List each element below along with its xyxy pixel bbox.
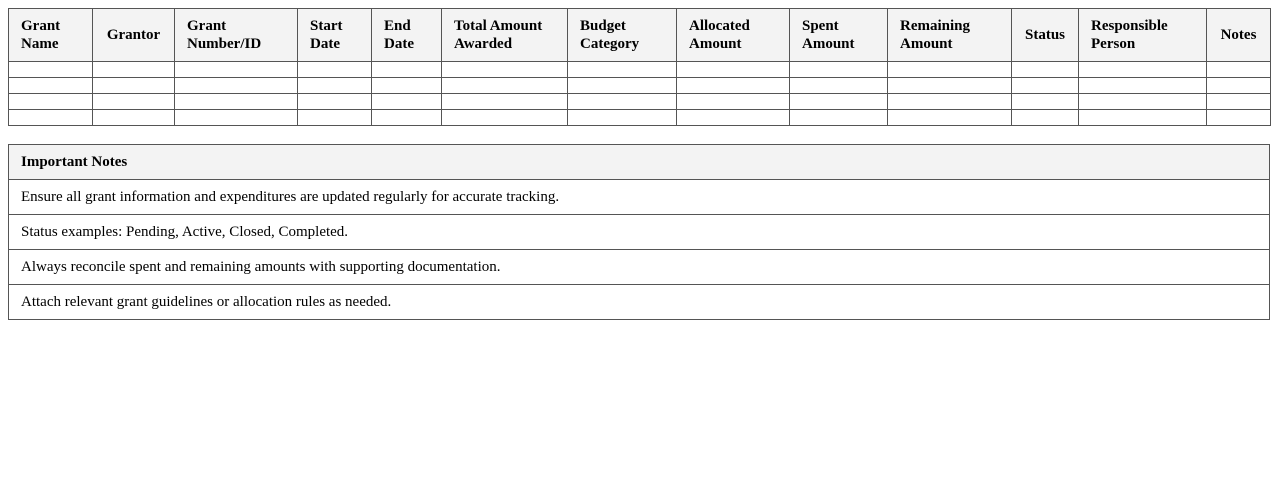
table-cell[interactable]: [9, 94, 93, 110]
table-cell[interactable]: [175, 62, 298, 78]
table-cell[interactable]: [677, 78, 790, 94]
table-cell[interactable]: [568, 62, 677, 78]
header-total-amount-awarded: Total Amount Awarded: [442, 9, 568, 62]
header-spent-amount: Spent Amount: [790, 9, 888, 62]
header-budget-category: Budget Category: [568, 9, 677, 62]
table-cell[interactable]: [568, 110, 677, 126]
table-cell[interactable]: [790, 78, 888, 94]
table-cell[interactable]: [93, 78, 175, 94]
table-cell[interactable]: [175, 94, 298, 110]
table-cell[interactable]: [1012, 94, 1079, 110]
table-cell[interactable]: [1207, 78, 1271, 94]
table-cell[interactable]: [372, 110, 442, 126]
note-text: Status examples: Pending, Active, Closed, Completed.: [9, 215, 1270, 250]
table-cell[interactable]: [442, 78, 568, 94]
table-cell[interactable]: [298, 110, 372, 126]
page-content: [8, 8, 1270, 320]
table-cell[interactable]: [298, 78, 372, 94]
table-cell[interactable]: [677, 110, 790, 126]
table-cell[interactable]: [1012, 110, 1079, 126]
table-row: [9, 94, 1271, 110]
table-cell[interactable]: [568, 78, 677, 94]
header-grant-name: Grant Name: [9, 9, 93, 62]
list-item: [9, 285, 1270, 320]
table-cell[interactable]: [888, 78, 1012, 94]
table-cell[interactable]: [888, 62, 1012, 78]
table-cell[interactable]: [93, 94, 175, 110]
header-status: Status: [1012, 9, 1079, 62]
table-cell[interactable]: [9, 110, 93, 126]
table-cell[interactable]: [442, 94, 568, 110]
table-cell[interactable]: [442, 62, 568, 78]
table-cell[interactable]: [790, 110, 888, 126]
note-text: Always reconcile spent and remaining amounts with supporting documentation.: [9, 250, 1270, 285]
table-cell[interactable]: [372, 62, 442, 78]
table-cell[interactable]: [790, 62, 888, 78]
table-cell[interactable]: [1012, 78, 1079, 94]
list-item: [9, 180, 1270, 215]
table-cell[interactable]: [298, 62, 372, 78]
table-cell[interactable]: [1079, 94, 1207, 110]
table-cell[interactable]: [9, 62, 93, 78]
table-cell[interactable]: [93, 110, 175, 126]
table-row: [9, 110, 1271, 126]
header-end-date: End Date: [372, 9, 442, 62]
table-cell[interactable]: [9, 78, 93, 94]
table-cell[interactable]: [93, 62, 175, 78]
header-grantor: Grantor: [93, 9, 175, 62]
table-cell[interactable]: [568, 94, 677, 110]
note-text: Attach relevant grant guidelines or allocation rules as needed.: [9, 285, 1270, 320]
list-item: [9, 215, 1270, 250]
table-cell[interactable]: [677, 94, 790, 110]
table-row: [9, 62, 1271, 78]
table-cell[interactable]: [1207, 62, 1271, 78]
important-notes-table: [8, 144, 1270, 320]
table-cell[interactable]: [372, 94, 442, 110]
table-header-row: [9, 9, 1271, 62]
table-cell[interactable]: [790, 94, 888, 110]
table-cell[interactable]: [175, 110, 298, 126]
header-remaining-amount: Remaining Amount: [888, 9, 1012, 62]
header-notes: Notes: [1207, 9, 1271, 62]
header-allocated-amount: Allocated Amount: [677, 9, 790, 62]
table-cell[interactable]: [298, 94, 372, 110]
notes-header-row: [9, 145, 1270, 180]
table-cell[interactable]: [372, 78, 442, 94]
table-cell[interactable]: [1207, 94, 1271, 110]
table-cell[interactable]: [1207, 110, 1271, 126]
grant-tracking-table: [8, 8, 1271, 126]
table-cell[interactable]: [442, 110, 568, 126]
table-row: [9, 78, 1271, 94]
table-cell[interactable]: [175, 78, 298, 94]
table-cell[interactable]: [1079, 110, 1207, 126]
table-cell[interactable]: [1079, 62, 1207, 78]
table-cell[interactable]: [1012, 62, 1079, 78]
notes-title: Important Notes: [9, 145, 1270, 180]
note-text: Ensure all grant information and expenditures are updated regularly for accurate tracking.: [9, 180, 1270, 215]
header-responsible-person: Responsible Person: [1079, 9, 1207, 62]
header-start-date: Start Date: [298, 9, 372, 62]
table-cell[interactable]: [677, 62, 790, 78]
table-cell[interactable]: [888, 94, 1012, 110]
list-item: [9, 250, 1270, 285]
table-cell[interactable]: [888, 110, 1012, 126]
table-cell[interactable]: [1079, 78, 1207, 94]
header-grant-number: Grant Number/ID: [175, 9, 298, 62]
